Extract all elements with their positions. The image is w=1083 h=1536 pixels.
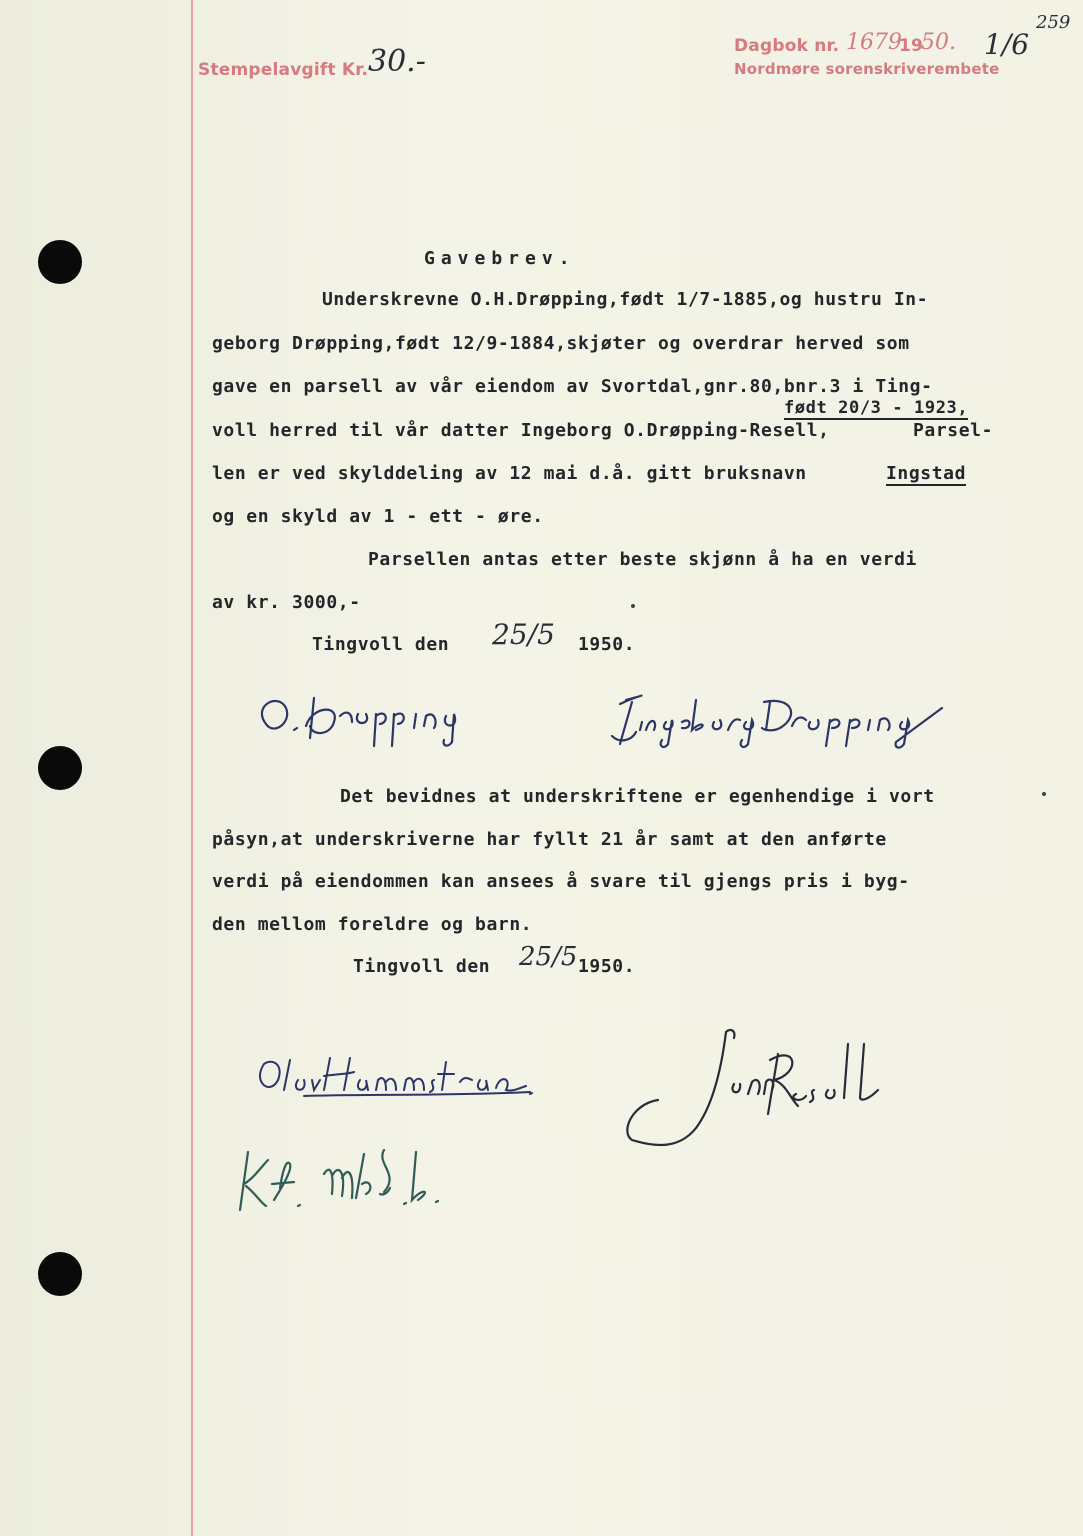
paragraph3-line1: Det bevidnes at underskriftene er egenhendige i vort bbox=[340, 786, 935, 807]
document-title: Gavebrev. bbox=[424, 248, 576, 269]
page-number: 259 bbox=[1036, 12, 1071, 33]
date1-prefix: Tingvoll den bbox=[312, 634, 450, 655]
signature-jon-resell bbox=[618, 1024, 888, 1154]
punch-hole-top bbox=[38, 240, 82, 284]
paragraph3-line3: verdi på eiendommen kan ansees å svare til gjengs pris i byg- bbox=[212, 871, 910, 892]
paragraph1-line3: gave en parsell av vår eiendom av Svortdal,gnr.80,bnr.3 i Ting- bbox=[212, 376, 933, 397]
paragraph1-insert: født 20/3 - 1923, bbox=[784, 398, 969, 418]
punch-hole-middle bbox=[38, 746, 82, 790]
dagbok-year-prefix: 19 bbox=[899, 36, 924, 56]
red-margin-line bbox=[191, 0, 193, 1536]
office-stamp: Nordmøre sorenskriverembete bbox=[734, 60, 1000, 78]
paragraph2-line1: Parsellen antas etter beste skjønn å ha en verdi bbox=[368, 549, 917, 570]
paragraph1-line4: voll herred til vår datter Ingeborg O.Drøpping-Resell, bbox=[212, 420, 830, 441]
date2-prefix: Tingvoll den bbox=[353, 956, 491, 977]
paragraph3-line4: den mellom foreldre og barn. bbox=[212, 914, 533, 935]
paragraph2-line2: av kr. 3000,- bbox=[212, 592, 361, 613]
ink-dot bbox=[631, 604, 635, 608]
signature-ingeborg-dropping bbox=[596, 686, 946, 756]
punch-hole-bottom bbox=[38, 1252, 82, 1296]
paragraph1-line6: og en skyld av 1 - ett - øre. bbox=[212, 506, 544, 527]
note-kf-mk-sb bbox=[234, 1144, 454, 1224]
bruksnavn-ingstad: Ingstad bbox=[886, 463, 967, 484]
date1-year: 1950. bbox=[578, 634, 636, 655]
paragraph3-line2: påsyn,at underskriverne har fyllt 21 år samt at den anførte bbox=[212, 829, 887, 850]
paragraph1-line4-end: Parsel- bbox=[913, 420, 994, 441]
dagbok-label: Dagbok nr. bbox=[734, 36, 840, 56]
stamp-fee-amount: 30.- bbox=[368, 44, 426, 79]
date2-handwritten: 25/5 bbox=[519, 942, 578, 972]
paragraph1-line5: len er ved skylddeling av 12 mai d.å. gitt bruksnavn bbox=[212, 463, 807, 484]
signature-olav-hammerstad bbox=[250, 1052, 570, 1112]
ink-dot-margin bbox=[1042, 792, 1046, 796]
paragraph1-line1: Underskrevne O.H.Drøpping,født 1/7-1885,og hustru In- bbox=[322, 289, 929, 310]
date1-handwritten: 25/5 bbox=[492, 618, 555, 651]
signature-o-h-dropping bbox=[248, 686, 488, 756]
date2-year: 1950. bbox=[578, 956, 636, 977]
dagbok-date: 1/6 bbox=[984, 28, 1030, 61]
dagbok-number: 1679 bbox=[846, 30, 902, 55]
stamp-fee-label: Stempelavgift Kr. bbox=[198, 60, 369, 80]
paragraph1-line2: geborg Drøpping,født 12/9-1884,skjøter og overdrar herved som bbox=[212, 333, 910, 354]
dagbok-year: 50. bbox=[921, 30, 956, 55]
